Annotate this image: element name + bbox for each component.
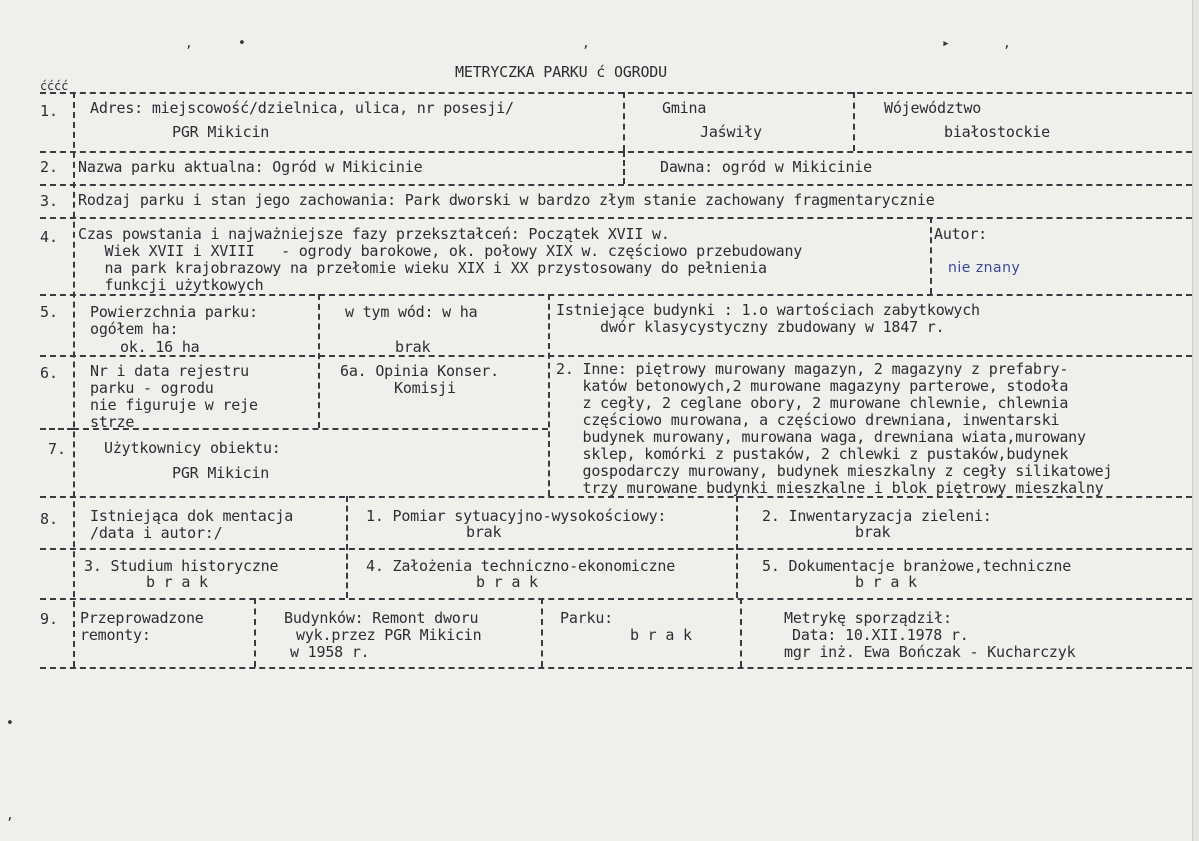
page-title: METRYCZKA PARKU ć OGRODU (455, 63, 667, 81)
author-handwritten-value: nie znany (948, 260, 1021, 276)
park-repairs-label: Parku: (560, 609, 613, 627)
gmina-value: Jaświły (700, 123, 762, 141)
column-divider (853, 92, 855, 151)
row-number: 8. (40, 510, 59, 528)
other-buildings-line: sklep, komórki z pustaków, 2 chlewki z pustaków,budynek (556, 445, 1069, 463)
history-line: na park krajobrazowy na przełomie wieku XIX i XX przystosowany do pełnienia (78, 259, 767, 277)
paper-edge (1192, 0, 1199, 841)
branch-documentation-label: 5. Dokumentacje branżowe,techniczne (762, 557, 1072, 575)
area-label-total: ogółem ha: (90, 320, 179, 338)
row-number: 3. (40, 192, 59, 210)
area-value: ok. 16 ha (120, 338, 200, 356)
rule (40, 92, 1192, 94)
current-name: Nazwa parku aktualna: Ogród w Mikicinie (78, 158, 423, 176)
users-value: PGR Mikicin (172, 464, 270, 482)
column-divider (73, 92, 75, 667)
row-number: 1. (40, 102, 59, 120)
other-buildings-line: gospodarczy murowany, budynek mieszkalny z cegły silikatowej (556, 462, 1113, 480)
water-value: brak (395, 338, 431, 356)
documentation-label: /data i autor:/ (90, 524, 223, 542)
typewriter-mark: • (238, 36, 246, 51)
rule (40, 428, 73, 430)
opinion-label: Komisji (394, 379, 456, 397)
greenery-label: 2. Inwentaryzacja zieleni: (762, 507, 992, 525)
registry-line: parku - ogrodu (90, 379, 214, 397)
other-buildings-line: budynek murowany, murowana waga, drewniana wiata,murowany (556, 428, 1086, 446)
registry-line: Nr i data rejestru (90, 362, 249, 380)
historical-study-label: 3. Studium historyczne (84, 557, 279, 575)
rule (73, 428, 548, 430)
row-number: 9. (40, 610, 59, 628)
column-divider (623, 92, 625, 151)
prepared-by-name: mgr inż. Ewa Bończak - Kucharczyk (784, 643, 1076, 661)
column-divider (541, 598, 543, 667)
area-label: Powierzchnia parku: (90, 303, 258, 321)
park-type-condition: Rodzaj parku i stan jego zachowania: Park dworski w bardzo złym stanie zachowany fragmentarycznie (78, 191, 935, 209)
other-buildings-line: częściowo murowana, a częściowo drewniana, inwentarski (556, 411, 1060, 429)
users-label: Użytkownicy obiektu: (104, 439, 281, 457)
rule (40, 598, 1192, 600)
other-buildings-line: z cegły, 2 ceglane obory, 2 murowane chlewnie, chlewnia (556, 394, 1069, 412)
column-divider (346, 496, 348, 598)
rule (40, 151, 1192, 153)
rule (40, 184, 1192, 186)
top-marks: ćććć (40, 79, 69, 93)
typewriter-mark: • (6, 716, 14, 731)
branch-documentation-value: b r a k (855, 573, 917, 591)
wojewodztwo-label: Wójewództwo (884, 99, 982, 117)
rule (40, 548, 1192, 550)
column-divider (623, 151, 625, 184)
column-divider (930, 217, 932, 294)
typewriter-mark: , (6, 808, 14, 823)
building-repairs-line: wyk.przez PGR Mikicin (296, 626, 482, 644)
history-line: Wiek XVII i XVIII - ogrody barokowe, ok. połowy XIX w. częściowo przebudowany (78, 242, 803, 260)
row-number: 4. (40, 228, 59, 246)
building-repairs-line: w 1958 r. (290, 643, 370, 661)
other-buildings-line: katów betonowych,2 murowane magazyny parterowe, stodoła (556, 377, 1069, 395)
column-divider (740, 598, 742, 667)
rule (40, 355, 1192, 357)
wojewodztwo-value: białostockie (944, 123, 1050, 141)
address-value: PGR Mikicin (172, 123, 270, 141)
typewriter-mark: , (582, 36, 590, 51)
historic-buildings-value: dwór klasycystyczny zbudowany w 1847 r. (600, 318, 945, 336)
survey-label: 1. Pomiar sytuacyjno-wysokościowy: (366, 507, 667, 525)
row-number: 2. (40, 158, 59, 176)
history-line: funkcji użytkowych (78, 276, 264, 294)
documentation-label: Istniejąca dok mentacja (90, 507, 294, 525)
repairs-label: remonty: (80, 626, 151, 644)
registry-line: strze (90, 413, 135, 431)
registry-line: nie figuruje w reje (90, 396, 258, 414)
historical-study-value: b r a k (146, 573, 208, 591)
rule (40, 294, 1192, 296)
row-number: 7. (48, 440, 67, 458)
row-number: 6. (40, 364, 59, 382)
prepared-date: Data: 10.XII.1978 r. (792, 626, 969, 644)
other-buildings-line: 2. Inne: piętrowy murowany magazyn, 2 magazyny z prefabry- (556, 360, 1069, 378)
greenery-value: brak (855, 523, 891, 541)
gmina-label: Gmina (662, 99, 707, 117)
typewriter-mark: ▸ (942, 36, 950, 51)
opinion-label: 6a. Opinia Konser. (340, 362, 499, 380)
former-name: Dawna: ogród w Mikicinie (660, 158, 872, 176)
water-label: w tym wód: w ha (345, 303, 478, 321)
technical-assumptions-label: 4. Założenia techniczno-ekonomiczne (366, 557, 676, 575)
historic-buildings-label: Istniejące budynki : 1.o wartościach zabytkowych (556, 301, 980, 319)
column-divider (318, 294, 320, 428)
typewriter-mark: , (185, 36, 193, 51)
park-repairs-value: b r a k (630, 626, 692, 644)
column-divider (254, 598, 256, 667)
other-buildings-line: trzy murowane budynki mieszkalne i blok piętrowy mieszkalny (556, 479, 1104, 497)
row-number: 5. (40, 303, 59, 321)
typewriter-mark: , (1003, 36, 1011, 51)
technical-assumptions-value: b r a k (476, 573, 538, 591)
history-line: Czas powstania i najważniejsze fazy przekształceń: Początek XVII w. (78, 225, 670, 243)
address-label: Adres: miejscowość/dzielnica, ulica, nr posesji/ (90, 99, 514, 117)
rule (40, 667, 1192, 669)
repairs-label: Przeprowadzone (80, 609, 204, 627)
prepared-by-label: Metrykę sporządził: (784, 609, 952, 627)
building-repairs-line: Budynków: Remont dworu (284, 609, 479, 627)
column-divider (548, 294, 550, 496)
author-label: Autor: (934, 225, 987, 243)
survey-value: brak (466, 523, 502, 541)
column-divider (736, 496, 738, 598)
rule (40, 217, 1192, 219)
